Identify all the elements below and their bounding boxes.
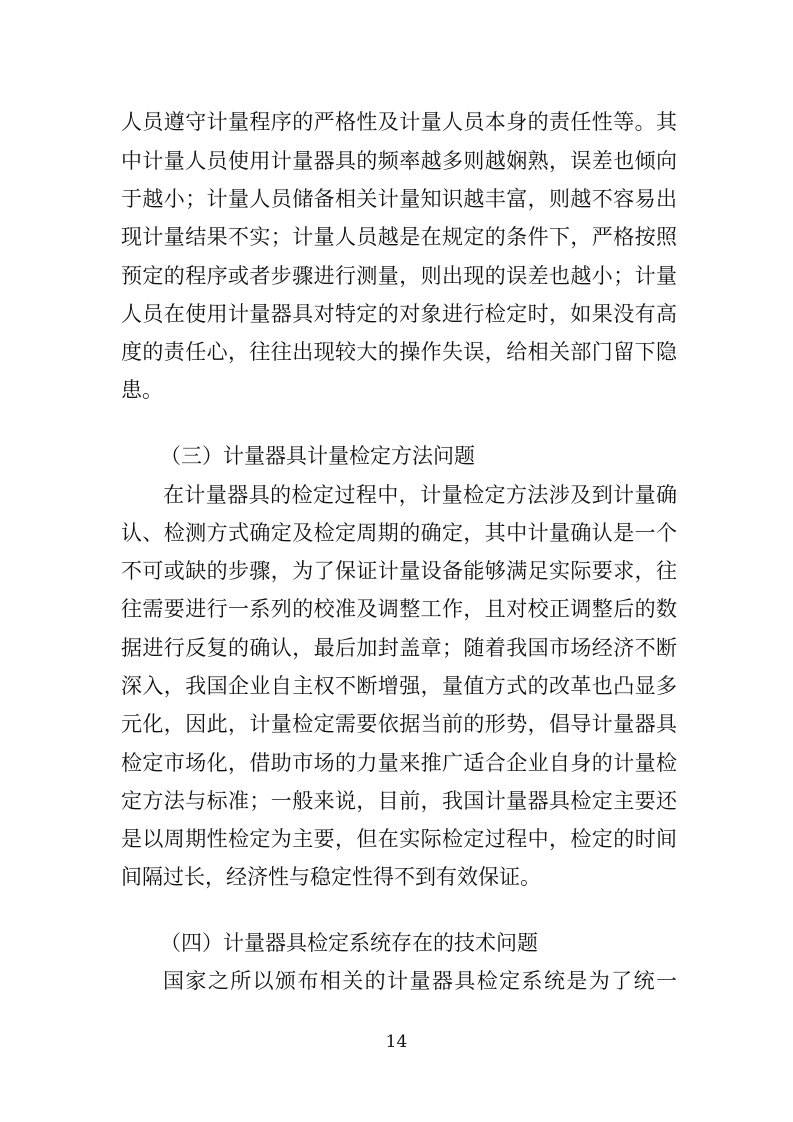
section-3-line-8: 检定市场化，借助市场的力量来推广适合企业自身的计量检 <box>121 751 677 775</box>
section-4-line-1: 国家之所以颁布相关的计量器具检定系统是为了统一 <box>163 969 677 993</box>
paragraph-1-line-3: 于越小；计量人员储备相关计量知识越丰富，则越不容易出 <box>121 187 677 211</box>
paragraph-1-line-7: 度的责任心，往往出现较大的操作失误，给相关部门留下隐 <box>121 340 677 364</box>
paragraph-1-line-6: 人员在使用计量器具对特定的对象进行检定时，如果没有高 <box>121 302 677 326</box>
section-3-line-10: 是以周期性检定为主要，但在实际检定过程中，检定的时间 <box>121 827 677 851</box>
section-3-line-6: 深入，我国企业自主权不断增强，量值方式的改革也凸显多 <box>121 674 677 698</box>
page-number: 14 <box>385 1032 408 1052</box>
paragraph-1-line-5: 预定的程序或者步骤进行测量，则出现的误差也越小；计量 <box>121 264 677 288</box>
section-3-line-4: 往需要进行一系列的校准及调整工作，且对校正调整后的数 <box>121 597 677 621</box>
section-3-line-9: 定方法与标准；一般来说，目前，我国计量器具检定主要还 <box>121 789 677 813</box>
paragraph-1-line-8: 患。 <box>121 378 163 402</box>
section-3-line-11: 间隔过长，经济性与稳定性得不到有效保证。 <box>121 865 541 889</box>
paragraph-1-line-1: 人员遵守计量程序的严格性及计量人员本身的责任性等。其 <box>121 110 677 134</box>
section-4-heading: （四）计量器具检定系统存在的技术问题 <box>160 931 538 955</box>
section-3-line-3: 不可或缺的步骤，为了保证计量设备能够满足实际要求，往 <box>121 559 677 583</box>
section-3-line-1: 在计量器具的检定过程中，计量检定方法涉及到计量确 <box>163 483 677 507</box>
section-3-line-7: 元化，因此，计量检定需要依据当前的形势，倡导计量器具 <box>121 712 677 736</box>
section-3-line-2: 认、检测方式确定及检定周期的确定，其中计量确认是一个 <box>121 521 677 545</box>
paragraph-1-line-2: 中计量人员使用计量器具的频率越多则越娴熟，误差也倾向 <box>121 149 677 173</box>
section-3-heading: （三）计量器具计量检定方法问题 <box>160 444 475 468</box>
paragraph-1-line-4: 现计量结果不实；计量人员越是在规定的条件下，严格按照 <box>121 225 677 249</box>
section-3-line-5: 据进行反复的确认，最后加封盖章；随着我国市场经济不断 <box>121 636 677 660</box>
